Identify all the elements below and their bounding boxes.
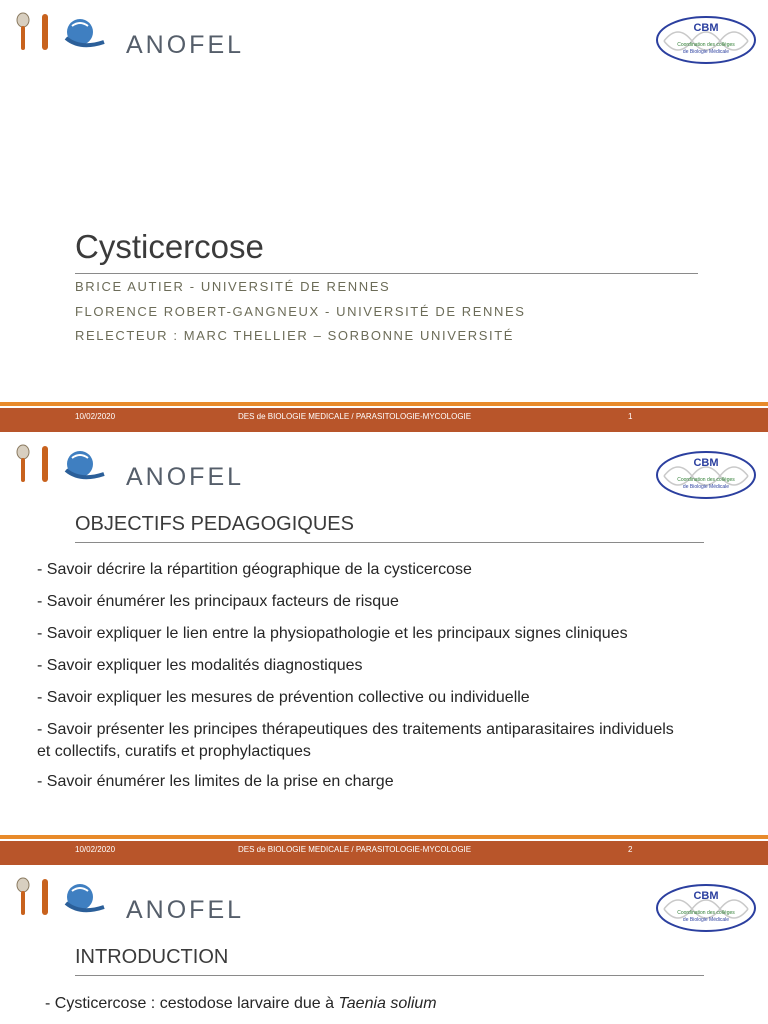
cbm-logo-mark: CBM: [693, 22, 719, 34]
slide-footer: [0, 835, 768, 865]
cbm-logo-line2: Coordination des collèges: [677, 42, 735, 48]
footer-title: DES de BIOLOGIE MEDICALE / PARASITOLOGIE-MYCOLOGIE: [238, 412, 472, 421]
cbm-logo-line2: Coordination des collèges: [677, 477, 735, 483]
anofel-logo-text: ANOFEL: [126, 463, 245, 491]
cbm-logo-line3: de Biologie Médicale: [682, 917, 730, 923]
slide-1: [0, 0, 768, 432]
anofel-emblem-icon: [16, 12, 116, 56]
anofel-logo-text: ANOFEL: [126, 31, 245, 59]
reviewer: RELECTEUR : MARC THELLIER – SORBONNE UNIVERSITÉ: [75, 328, 515, 343]
footer-page-number: 2: [628, 845, 633, 854]
objective-item: - Savoir énumérer les limites de la prise en charge: [37, 773, 394, 790]
anofel-logo: [16, 12, 245, 59]
species-name: Taenia solium: [338, 995, 437, 1012]
objective-item: - Savoir présenter les principes thérapeutiques des traitements antiparasitaires individuels et collectifs, curatifs et prophylactiques: [37, 721, 674, 760]
cbm-logo: [656, 450, 756, 500]
footer-date: 10/02/2020: [75, 845, 116, 854]
objective-item: - Savoir expliquer les modalités diagnostiques: [37, 657, 363, 674]
section-heading: OBJECTIFS PEDAGOGIQUES: [75, 513, 354, 535]
title-divider: [75, 273, 698, 274]
intro-bullet: [45, 995, 437, 1013]
author-1: BRICE AUTIER - UNIVERSITÉ DE RENNES: [75, 279, 391, 294]
objective-item: - Savoir énumérer les principaux facteurs de risque: [37, 593, 399, 610]
intro-text: - Cysticercose : cestodose larvaire due à: [45, 995, 339, 1012]
footer-date: 10/02/2020: [75, 412, 116, 421]
cbm-logo-line3: de Biologie Médicale: [682, 484, 730, 490]
slide-2: [0, 432, 768, 865]
cbm-logo-mark: CBM: [693, 890, 719, 902]
section-heading: INTRODUCTION: [75, 946, 229, 968]
footer-accent-bar: [0, 835, 768, 839]
author-2: FLORENCE ROBERT-GANGNEUX - UNIVERSITÉ DE RENNES: [75, 304, 526, 319]
slide-3: [0, 865, 768, 1024]
anofel-emblem-icon: [16, 444, 116, 488]
cbm-logo-line3: de Biologie Médicale: [682, 49, 730, 55]
footer-title: DES de BIOLOGIE MEDICALE / PARASITOLOGIE-MYCOLOGIE: [238, 845, 472, 854]
footer-page-number: 1: [628, 412, 633, 421]
cbm-logo-mark: CBM: [693, 457, 719, 469]
footer-accent-bar: [0, 402, 768, 406]
anofel-emblem-icon: [16, 877, 116, 921]
slide-title: Cysticercose: [75, 228, 264, 265]
cbm-logo: [656, 883, 756, 933]
anofel-logo: [16, 877, 245, 924]
anofel-logo-text: ANOFEL: [126, 896, 245, 924]
cbm-logo-line2: Coordination des collèges: [677, 910, 735, 916]
objective-item: - Savoir décrire la répartition géographique de la cysticercose: [37, 561, 472, 578]
cbm-logo: [656, 15, 756, 65]
heading-divider: [75, 542, 704, 543]
objective-item: - Savoir expliquer le lien entre la physiopathologie et les principaux signes cliniques: [37, 625, 628, 642]
objective-item: - Savoir expliquer les mesures de prévention collective ou individuelle: [37, 689, 530, 706]
anofel-logo: [16, 444, 245, 491]
heading-divider: [75, 975, 704, 976]
slide-footer: [0, 402, 768, 432]
